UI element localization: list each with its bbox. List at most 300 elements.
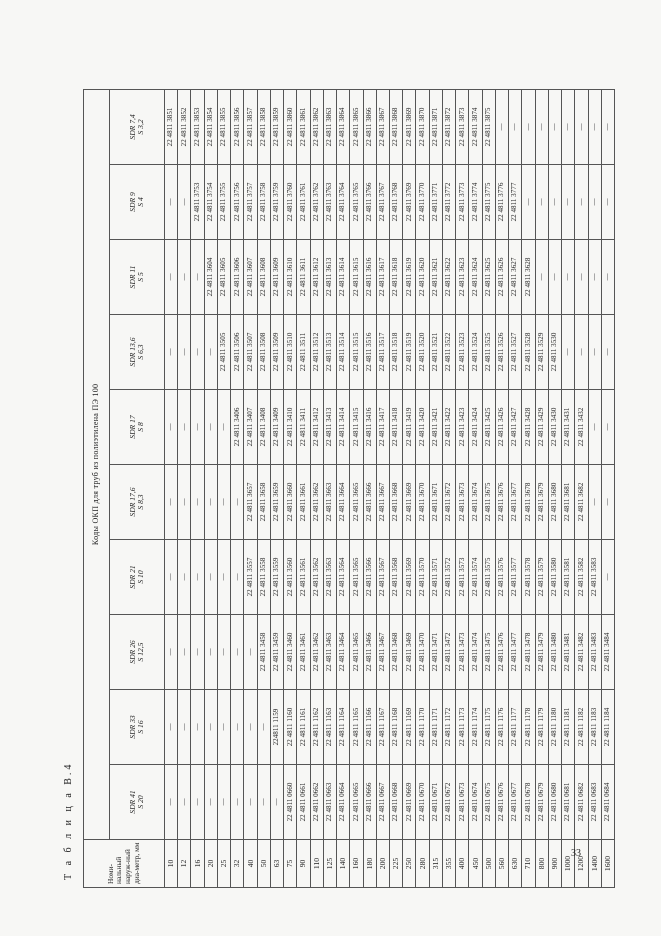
- okp-code-cell: 22 4811 3579: [535, 540, 548, 615]
- diameter-cell: 1600: [601, 840, 614, 888]
- diameter-cell: 75: [284, 840, 297, 888]
- okp-code-cell: 22 4811 3413: [323, 390, 336, 465]
- okp-code-cell: 22 4811 3431: [562, 390, 575, 465]
- okp-code-cell: 22 4811 3519: [403, 315, 416, 390]
- okp-code-cell: 22 4811 3417: [376, 390, 389, 465]
- diameter-cell: 450: [469, 840, 482, 888]
- table-row: [535, 89, 548, 887]
- diameter-cell: 900: [548, 840, 561, 888]
- sdr-label: SDR 21: [128, 565, 138, 589]
- okp-code-cell: —: [535, 89, 548, 164]
- okp-code-cell: 22 4811 3564: [337, 540, 350, 615]
- okp-code-cell: 22 4811 0665: [350, 765, 363, 840]
- okp-code-cell: 22 4811 3512: [310, 315, 323, 390]
- okp-code-cell: 22 4811 3767: [376, 165, 389, 240]
- okp-code-cell: 22 4811 3874: [469, 89, 482, 164]
- okp-code-cell: 22 4811 3465: [350, 615, 363, 690]
- okp-code-cell: 22 4811 3580: [548, 540, 561, 615]
- okp-code-cell: 22 4811 3484: [601, 615, 614, 690]
- okp-code-cell: 22 4811 1181: [562, 690, 575, 765]
- okp-code-cell: 22 4811 3625: [482, 240, 495, 315]
- table-row: [363, 89, 376, 887]
- okp-code-cell: 22 4811 3866: [363, 89, 376, 164]
- okp-code-cell: —: [165, 540, 178, 615]
- okp-code-cell: 22 4811 3514: [337, 315, 350, 390]
- s-label: S 3,2: [136, 119, 145, 135]
- okp-code-cell: 22 4811 3528: [522, 315, 535, 390]
- okp-code-cell: —: [217, 690, 230, 765]
- okp-code-cell: 22 4811 3511: [297, 315, 310, 390]
- table-row: [376, 89, 389, 887]
- okp-code-cell: 22 4811 3773: [456, 165, 469, 240]
- okp-code-cell: 22 4811 1180: [548, 690, 561, 765]
- okp-code-cell: 22 4811 3624: [469, 240, 482, 315]
- okp-code-cell: 22 4811 3859: [270, 89, 283, 164]
- okp-code-cell: 22 4811 3475: [482, 615, 495, 690]
- diameter-cell: 20: [204, 840, 217, 888]
- okp-code-cell: 22 4811 3467: [376, 615, 389, 690]
- okp-code-cell: —: [575, 240, 588, 315]
- diameter-cell: 12: [178, 840, 191, 888]
- okp-code-cell: 22 4811 3530: [548, 315, 561, 390]
- okp-code-cell: 22 4811 0671: [429, 765, 442, 840]
- okp-code-cell: 22 4811 1167: [376, 690, 389, 765]
- okp-code-cell: 22 4811 3477: [509, 615, 522, 690]
- okp-code-cell: 22 4811 3770: [416, 165, 429, 240]
- table-row: [323, 89, 336, 887]
- okp-code-cell: 22 4811 3527: [509, 315, 522, 390]
- okp-code-cell: 22 4811 3568: [389, 540, 402, 615]
- okp-code-cell: —: [178, 315, 191, 390]
- table-row: [257, 89, 270, 887]
- okp-code-cell: 22 4811 0670: [416, 765, 429, 840]
- okp-code-cell: 22 4811 0679: [535, 765, 548, 840]
- okp-code-cell: —: [562, 165, 575, 240]
- okp-code-cell: 22 4811 3570: [416, 540, 429, 615]
- okp-code-cell: 22 4811 3563: [323, 540, 336, 615]
- okp-code-cell: 22 4811 3430: [548, 390, 561, 465]
- header-sdr-column: [110, 465, 165, 540]
- okp-code-cell: 22 4811 3428: [522, 390, 535, 465]
- diameter-cell: 315: [429, 840, 442, 888]
- diameter-cell: 16: [191, 840, 204, 888]
- okp-code-cell: 22 4811 3853: [191, 89, 204, 164]
- s-label: S 5: [136, 272, 145, 282]
- okp-code-cell: 22 4811 3627: [509, 240, 522, 315]
- okp-code-cell: 22 4811 3429: [535, 390, 548, 465]
- okp-code-cell: —: [535, 240, 548, 315]
- header-sdr-column: [110, 89, 165, 164]
- okp-code-cell: 22 4811 0677: [509, 765, 522, 840]
- okp-code-cell: 22 4811 3505: [217, 315, 230, 390]
- s-label: S 4: [136, 197, 145, 207]
- okp-code-cell: —: [601, 540, 614, 615]
- okp-code-cell: 22 4811 3529: [535, 315, 548, 390]
- diameter-cell: 50: [257, 840, 270, 888]
- okp-code-cell: —: [562, 315, 575, 390]
- okp-code-cell: 22 4811 1162: [310, 690, 323, 765]
- okp-code-cell: 22 4811 3432: [575, 390, 588, 465]
- okp-code-cell: 22 4811 3416: [363, 390, 376, 465]
- okp-code-cell: —: [165, 390, 178, 465]
- okp-code-cell: —: [231, 465, 244, 540]
- okp-code-cell: 22 4811 0674: [469, 765, 482, 840]
- okp-code-cell: —: [191, 315, 204, 390]
- okp-code-cell: —: [204, 615, 217, 690]
- okp-code-cell: 22 4811 1178: [522, 690, 535, 765]
- table-row: [495, 89, 508, 887]
- okp-code-cell: 22 4811 3657: [244, 465, 257, 540]
- okp-code-cell: 22 4811 3573: [456, 540, 469, 615]
- okp-code-cell: 22 4811 3574: [469, 540, 482, 615]
- okp-codes-table: [83, 89, 615, 888]
- s-label: S 10: [136, 570, 145, 584]
- okp-code-cell: 22 4811 3667: [376, 465, 389, 540]
- okp-code-cell: —: [178, 765, 191, 840]
- rotated-page-content: [63, 90, 615, 888]
- table-caption: Т а б л и ц а В.4: [63, 761, 74, 880]
- okp-code-cell: —: [575, 165, 588, 240]
- okp-code-cell: 22 4811 1183: [588, 690, 601, 765]
- okp-code-cell: 22 4811 0662: [310, 765, 323, 840]
- okp-code-cell: 22 4811 3868: [389, 89, 402, 164]
- okp-code-cell: 22 4811 3606: [231, 240, 244, 315]
- okp-code-cell: 22 4811 3755: [217, 165, 230, 240]
- okp-code-cell: 22 4811 3658: [257, 465, 270, 540]
- okp-code-cell: —: [588, 390, 601, 465]
- okp-code-cell: 22 4811 1176: [495, 690, 508, 765]
- okp-code-cell: 22 4811 3578: [522, 540, 535, 615]
- s-label: S 20: [136, 795, 145, 809]
- okp-code-cell: 22 4811 3622: [442, 240, 455, 315]
- okp-code-cell: 22 4811 0661: [297, 765, 310, 840]
- header-sdr-column: [110, 390, 165, 465]
- table-row: [548, 89, 561, 887]
- okp-code-cell: 22 4811 3666: [363, 465, 376, 540]
- okp-code-cell: 22 4811 3661: [297, 465, 310, 540]
- header-sdr-column: [110, 315, 165, 390]
- okp-code-cell: 22 4811 3462: [310, 615, 323, 690]
- okp-code-cell: 22 4811 3670: [416, 465, 429, 540]
- okp-code-cell: 22 4811 3618: [389, 240, 402, 315]
- okp-code-cell: 22 4811 3560: [284, 540, 297, 615]
- okp-code-cell: 22 4811 3583: [588, 540, 601, 615]
- table-row: [601, 89, 614, 887]
- table-row: [310, 89, 323, 887]
- okp-code-cell: 22 4811 1164: [337, 690, 350, 765]
- okp-code-cell: 22 4811 3562: [310, 540, 323, 615]
- okp-code-cell: 22 4811 3524: [469, 315, 482, 390]
- okp-code-cell: —: [165, 315, 178, 390]
- okp-code-cell: 22 4811 3472: [442, 615, 455, 690]
- okp-code-cell: 22 4811 3871: [429, 89, 442, 164]
- okp-code-cell: —: [601, 165, 614, 240]
- okp-code-cell: 22 4811 3426: [495, 390, 508, 465]
- okp-code-cell: 22 4811 3851: [165, 89, 178, 164]
- okp-code-cell: 22 4811 3869: [403, 89, 416, 164]
- sdr-label: SDR 17,6: [128, 487, 138, 517]
- okp-code-cell: 22 4811 3870: [416, 89, 429, 164]
- table-row: [456, 89, 469, 887]
- okp-code-cell: 22 4811 3662: [310, 465, 323, 540]
- okp-code-cell: 22 4811 3483: [588, 615, 601, 690]
- okp-code-cell: —: [257, 690, 270, 765]
- okp-code-cell: —: [204, 315, 217, 390]
- okp-code-cell: 22 4811 3506: [231, 315, 244, 390]
- okp-code-cell: 22 4811 3863: [323, 89, 336, 164]
- okp-code-cell: —: [191, 765, 204, 840]
- diameter-cell: 1200: [575, 840, 588, 888]
- okp-code-cell: 22 4811 3678: [522, 465, 535, 540]
- table-row: [191, 89, 204, 887]
- okp-code-cell: 22 4811 1165: [350, 690, 363, 765]
- okp-code-cell: 22 4811 3665: [350, 465, 363, 540]
- okp-code-cell: 22 4811 1170: [416, 690, 429, 765]
- page-number: 33: [571, 848, 581, 859]
- diameter-cell: 560: [495, 840, 508, 888]
- okp-code-cell: —: [270, 765, 283, 840]
- okp-code-cell: 22 4811 0676: [495, 765, 508, 840]
- okp-code-cell: 22 4811 3517: [376, 315, 389, 390]
- okp-code-cell: 22 4811 3769: [403, 165, 416, 240]
- table-row: [350, 89, 363, 887]
- okp-code-cell: 22 4811 3766: [363, 165, 376, 240]
- table-row: [509, 89, 522, 887]
- okp-code-cell: —: [522, 89, 535, 164]
- okp-code-cell: 22 4811 3771: [429, 165, 442, 240]
- okp-code-cell: 22 4811 3626: [495, 240, 508, 315]
- okp-code-cell: 22 4811 3567: [376, 540, 389, 615]
- okp-code-cell: 224811 1159: [270, 690, 283, 765]
- okp-code-cell: 22 4811 3777: [509, 165, 522, 240]
- okp-code-cell: 22 4811 3408: [257, 390, 270, 465]
- okp-code-cell: 22 4811 3521: [429, 315, 442, 390]
- table-row: [231, 89, 244, 887]
- okp-code-cell: 22 4811 3664: [337, 465, 350, 540]
- okp-code-cell: 22 4811 3412: [310, 390, 323, 465]
- okp-code-cell: 22 4811 3674: [469, 465, 482, 540]
- okp-code-cell: 22 4811 3572: [442, 540, 455, 615]
- okp-code-cell: —: [601, 465, 614, 540]
- okp-code-cell: 22 4811 1177: [509, 690, 522, 765]
- okp-code-cell: 22 4811 3424: [469, 390, 482, 465]
- okp-code-cell: 22 4811 3466: [363, 615, 376, 690]
- diameter-cell: 40: [244, 840, 257, 888]
- okp-code-cell: 22 4811 3616: [363, 240, 376, 315]
- diameter-cell: 800: [535, 840, 548, 888]
- okp-code-cell: 22 4811 3561: [297, 540, 310, 615]
- okp-code-cell: 22 4811 3414: [337, 390, 350, 465]
- okp-code-cell: 22 4811 3757: [244, 165, 257, 240]
- okp-code-cell: 22 4811 3758: [257, 165, 270, 240]
- okp-code-cell: 22 4811 3612: [310, 240, 323, 315]
- okp-code-cell: 22 4811 3406: [231, 390, 244, 465]
- okp-code-cell: 22 4811 3615: [350, 240, 363, 315]
- okp-code-cell: —: [165, 690, 178, 765]
- okp-code-cell: 22 4811 3862: [310, 89, 323, 164]
- diameter-cell: 90: [297, 840, 310, 888]
- okp-code-cell: —: [562, 89, 575, 164]
- okp-code-cell: 22 4811 3861: [297, 89, 310, 164]
- table-row: [204, 89, 217, 887]
- okp-code-cell: 22 4811 3522: [442, 315, 455, 390]
- okp-code-cell: 22 4811 3480: [548, 615, 561, 690]
- okp-code-cell: 22 4811 3610: [284, 240, 297, 315]
- okp-code-cell: 22 4811 3513: [323, 315, 336, 390]
- okp-code-cell: 22 4811 0675: [482, 765, 495, 840]
- okp-code-cell: 22 4811 3668: [389, 465, 402, 540]
- okp-code-cell: 22 4811 3470: [416, 615, 429, 690]
- s-label: S 8,3: [136, 494, 145, 510]
- okp-code-cell: 22 4811 3577: [509, 540, 522, 615]
- okp-code-cell: 22 4811 3471: [429, 615, 442, 690]
- okp-code-cell: —: [548, 165, 561, 240]
- diameter-cell: 355: [442, 840, 455, 888]
- table-row: [284, 89, 297, 887]
- okp-code-cell: 22 4811 3605: [217, 240, 230, 315]
- okp-code-cell: 22 4811 1184: [601, 690, 614, 765]
- sdr-label: SDR 7,4: [128, 114, 138, 140]
- table-row: [178, 89, 191, 887]
- okp-code-cell: —: [548, 240, 561, 315]
- okp-code-cell: 22 4811 3409: [270, 390, 283, 465]
- header-nominal-diameter: Номи-нальный наруж-ный диа-метр, мм: [84, 840, 165, 888]
- diameter-cell: 630: [509, 840, 522, 888]
- okp-code-cell: 22 4811 3569: [403, 540, 416, 615]
- okp-code-cell: 22 4811 3420: [416, 390, 429, 465]
- okp-code-cell: 22 4811 3508: [257, 315, 270, 390]
- table-row: [469, 89, 482, 887]
- okp-code-cell: —: [244, 765, 257, 840]
- sdr-label: SDR 33: [128, 715, 138, 739]
- s-label: S 6,3: [136, 344, 145, 360]
- okp-code-cell: 22 4811 3509: [270, 315, 283, 390]
- okp-code-cell: 22 4811 3754: [204, 165, 217, 240]
- okp-code-cell: 22 4811 3660: [284, 465, 297, 540]
- diameter-cell: 140: [337, 840, 350, 888]
- okp-code-cell: —: [178, 690, 191, 765]
- okp-code-cell: —: [231, 690, 244, 765]
- okp-code-cell: —: [217, 465, 230, 540]
- header-sdr-column: [110, 615, 165, 690]
- okp-code-cell: 22 4811 3763: [323, 165, 336, 240]
- header-sdr-column: [110, 690, 165, 765]
- okp-code-cell: 22 4811 3673: [456, 465, 469, 540]
- okp-code-cell: 22 4811 3423: [456, 390, 469, 465]
- okp-code-cell: 22 4811 3481: [562, 615, 575, 690]
- okp-code-cell: 22 4811 3873: [456, 89, 469, 164]
- diameter-cell: 10: [165, 840, 178, 888]
- okp-code-cell: 22 4811 3520: [416, 315, 429, 390]
- okp-code-cell: 22 4811 3609: [270, 240, 283, 315]
- okp-code-cell: 22 4811 3608: [257, 240, 270, 315]
- okp-code-cell: 22 4811 3669: [403, 465, 416, 540]
- diameter-cell: 25: [217, 840, 230, 888]
- diameter-cell: 180: [363, 840, 376, 888]
- okp-code-cell: 22 4811 3675: [482, 465, 495, 540]
- okp-code-cell: 22 4811 3760: [284, 165, 297, 240]
- okp-code-cell: —: [204, 540, 217, 615]
- okp-code-cell: 22 4811 0683: [588, 765, 601, 840]
- okp-code-cell: 22 4811 3854: [204, 89, 217, 164]
- okp-code-cell: —: [204, 690, 217, 765]
- okp-code-cell: 22 4811 1173: [456, 690, 469, 765]
- okp-code-cell: —: [588, 315, 601, 390]
- okp-code-cell: 22 4811 3575: [482, 540, 495, 615]
- okp-code-cell: 22 4811 1169: [403, 690, 416, 765]
- okp-code-cell: —: [178, 465, 191, 540]
- okp-code-cell: 22 4811 3559: [270, 540, 283, 615]
- sdr-label: SDR 41: [128, 790, 138, 814]
- okp-code-cell: 22 4811 0663: [323, 765, 336, 840]
- okp-code-cell: 22 4811 1171: [429, 690, 442, 765]
- okp-code-cell: 22 4811 3523: [456, 315, 469, 390]
- okp-code-cell: 22 4811 0678: [522, 765, 535, 840]
- okp-code-cell: 22 4811 3756: [231, 165, 244, 240]
- okp-code-cell: —: [575, 89, 588, 164]
- okp-code-cell: 22 4811 3507: [244, 315, 257, 390]
- okp-code-cell: 22 4811 3761: [297, 165, 310, 240]
- okp-code-cell: —: [217, 540, 230, 615]
- okp-code-cell: —: [204, 465, 217, 540]
- okp-code-cell: 22 4811 3857: [244, 89, 257, 164]
- okp-code-cell: 22 4811 3474: [469, 615, 482, 690]
- okp-code-cell: 22 4811 0660: [284, 765, 297, 840]
- table-row: [482, 89, 495, 887]
- table-row: [244, 89, 257, 887]
- okp-code-cell: 22 4811 3479: [535, 615, 548, 690]
- okp-code-cell: —: [165, 240, 178, 315]
- okp-code-cell: 22 4811 3566: [363, 540, 376, 615]
- okp-code-cell: —: [178, 540, 191, 615]
- okp-code-cell: —: [191, 615, 204, 690]
- okp-code-cell: 22 4811 1166: [363, 690, 376, 765]
- okp-code-cell: 22 4811 3759: [270, 165, 283, 240]
- sdr-label: SDR 9: [128, 192, 138, 212]
- s-label: S 8: [136, 422, 145, 432]
- okp-code-cell: 22 4811 3558: [257, 540, 270, 615]
- okp-code-cell: 22 4811 3421: [429, 390, 442, 465]
- sdr-label: SDR 13,6: [128, 337, 138, 367]
- okp-code-cell: —: [575, 315, 588, 390]
- header-sdr-column: [110, 540, 165, 615]
- okp-code-cell: 22 4811 3768: [389, 165, 402, 240]
- okp-code-cell: —: [231, 765, 244, 840]
- okp-code-cell: 22 4811 3620: [416, 240, 429, 315]
- okp-code-cell: —: [178, 390, 191, 465]
- okp-code-cell: 22 4811 3659: [270, 465, 283, 540]
- okp-code-cell: 22 4811 3672: [442, 465, 455, 540]
- okp-code-cell: 22 4811 3476: [495, 615, 508, 690]
- okp-code-cell: —: [217, 390, 230, 465]
- diameter-cell: 710: [522, 840, 535, 888]
- okp-code-cell: —: [165, 465, 178, 540]
- okp-code-cell: 22 4811 3468: [389, 615, 402, 690]
- okp-code-cell: —: [204, 765, 217, 840]
- okp-code-cell: 22 4811 3469: [403, 615, 416, 690]
- okp-code-cell: 22 4811 3677: [509, 465, 522, 540]
- diameter-cell: 1400: [588, 840, 601, 888]
- okp-code-cell: 22 4811 3460: [284, 615, 297, 690]
- diameter-cell: 250: [403, 840, 416, 888]
- table-row: [403, 89, 416, 887]
- okp-code-cell: 22 4811 0672: [442, 765, 455, 840]
- okp-code-cell: 22 4811 1172: [442, 690, 455, 765]
- okp-code-cell: —: [165, 165, 178, 240]
- okp-code-cell: 22 4811 3762: [310, 165, 323, 240]
- okp-code-cell: 22 4811 1163: [323, 690, 336, 765]
- okp-code-cell: 22 4811 3419: [403, 390, 416, 465]
